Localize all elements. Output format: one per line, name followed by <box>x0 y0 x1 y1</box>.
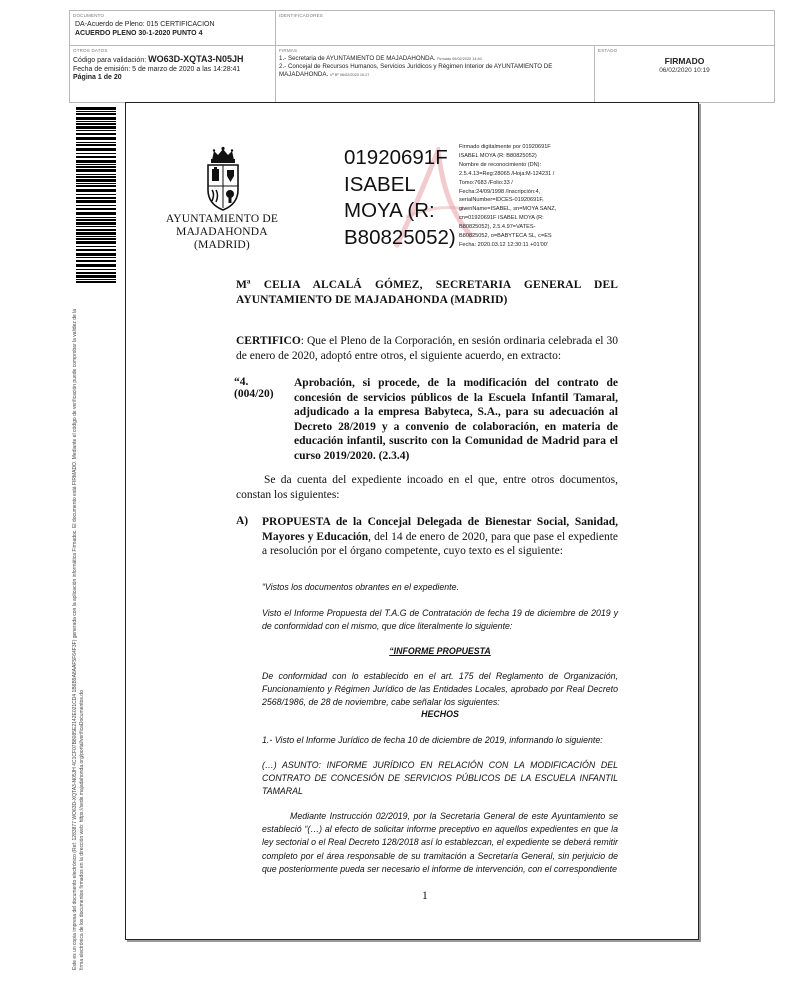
agenda-item-title: Aprobación, si procede, de la modificación del contrato de concesión de servicios públicos de la Escuela Infantil Tamaral, adjudicado a la empresa Babyteca, S.A., para su adecuación al Decreto 28/2019 y a convenio de colaboración, en materia de educación infantil, suscrito con la Comunidad de Madrid para el curso 2019/2020. (2.3.4) <box>294 377 618 462</box>
barcode-stripe <box>76 246 116 247</box>
documento-line1: DA-Acuerdo de Pleno: 015 CERTIFICACION <box>75 21 215 28</box>
barcode-stripe <box>76 208 116 210</box>
barcode-stripe <box>76 183 116 184</box>
firma-2 <box>279 63 591 79</box>
barcode-stripe <box>76 130 116 131</box>
barcode-stripe <box>76 164 116 165</box>
sig-detail-line: Tomo:7683 /Folio:33 / <box>459 179 513 186</box>
barcode-stripe <box>76 156 116 158</box>
barcode-stripe <box>76 174 116 175</box>
section-a-rest: , del 14 de enero de 2020, para que pase el expediente a resolución por el órgano competente, cuyo texto es el siguiente: <box>262 530 619 558</box>
barcode-stripe <box>76 249 116 251</box>
signer-line-4: B80825052) <box>344 225 456 249</box>
barcode-stripe <box>76 113 116 115</box>
estado-cell <box>595 46 774 102</box>
signer-line-1: 01920691F <box>344 146 448 169</box>
codigo-prefix: Código para validación: <box>73 57 147 64</box>
hecho-1-paragraph: 1.- Visto el Informe Jurídico de fecha 10 de diciembre de 2019, informando lo siguiente: <box>262 735 603 745</box>
barcode-stripe <box>76 126 116 129</box>
barcode-stripe <box>76 142 116 143</box>
municipality-letterhead <box>156 213 288 252</box>
letterhead-line3: (MADRID) <box>194 239 250 251</box>
sig-detail-line: Nombre de reconocimiento (DN): <box>459 161 542 168</box>
page-number: 1 <box>422 890 428 902</box>
sig-detail-line: B80825052, o=BABYTECA SL, c=ES <box>459 233 552 240</box>
barcode-stripe <box>76 217 116 218</box>
barcode-stripe <box>76 133 116 135</box>
barcode-stripe <box>76 153 116 154</box>
otros-datos-label: OTROS DATOS <box>73 48 108 53</box>
barcode-stripe <box>76 160 116 163</box>
sig-detail-line: cn=01920691F ISABEL MOYA (R: <box>459 215 544 222</box>
identificadores-cell <box>276 11 774 45</box>
barcode-stripe <box>76 107 116 110</box>
barcode-stripe <box>76 238 116 240</box>
barcode-stripe <box>76 194 116 195</box>
firma-2-text: 2.- Concejal de Recursos Humanos, Servicios Jurídicos y Régimen Interior de AYUNTAMIENTO DE MAJADAHONDA. <box>279 63 553 78</box>
firma-1-date: Firmado 06/02/2020 14:40 <box>437 57 482 61</box>
barcode-stripe <box>76 212 116 215</box>
barcode-stripe <box>76 281 116 283</box>
letterhead-line2: MAJADAHONDA <box>176 226 268 238</box>
barcode-stripe <box>76 197 116 199</box>
estado-label: ESTADO <box>598 48 618 53</box>
barcode-stripe <box>76 117 116 120</box>
barcode-stripe <box>76 144 116 146</box>
informe-propuesta-title: “INFORME PROPUESTA <box>389 646 491 656</box>
firma-1-text: 1.- Secretaria de AYUNTAMIENTO DE MAJADAHONDA. <box>279 55 436 62</box>
firmas-cell <box>276 46 595 102</box>
otros-datos-cell <box>70 46 276 102</box>
barcode-stripe <box>76 264 116 267</box>
letterhead-line1: AYUNTAMIENTO DE <box>165 213 279 225</box>
barcode-stripe <box>76 236 116 237</box>
signer-line-2: ISABEL <box>344 172 416 196</box>
documento-label: DOCUMENTO <box>73 13 105 18</box>
barcode-stripe <box>76 166 116 168</box>
sig-detail-line: ISABEL MOYA (R: B80825052) <box>459 152 537 159</box>
barcode-stripe <box>76 179 116 182</box>
verification-side-note: Este es un copia impresa del documento electrónico (Ref: 1283877 WO63D-XQTA3-N05JH 4C1CF07B8085E2142E021CD4 1B6B9A8AAF5F64F3F) generada con la aplicación informática Firmadoc. El documento está FIRMADO. Mediante el código de verificación puede comprobar la validez de la firma electrónica de los documentos firmados en la dirección web: https://sede.majadahonda.org/portal/verificaDocumentos.do <box>72 308 85 970</box>
barcode-stripe <box>76 123 116 125</box>
certifico-text: : Que el Pleno de la Corporación, en sesión ordinaria celebrada el 30 de enero de 2020, adoptó entre otros, el siguiente acuerdo, en extracto: <box>236 335 618 362</box>
barcode-stripe <box>76 176 116 178</box>
barcode-stripe <box>76 222 116 225</box>
sig-detail-line: serialNumber=IDCES-01920691F, <box>459 197 544 204</box>
se-da-cuenta-paragraph: Se da cuenta del expediente incoado en el que, entre otros documentos, constan los siguientes: <box>236 474 618 501</box>
estado-value: FIRMADO <box>664 56 705 66</box>
vistos-paragraph: “Vistos los documentos obrantes en el expediente. <box>262 582 459 592</box>
codigo-validacion <box>73 55 272 66</box>
barcode-stripe <box>76 272 116 274</box>
sig-detail-line: Fecha:24/09/1998 /Inscripción:4, <box>459 188 541 195</box>
agenda-item-number: “4.(004/20) <box>234 376 274 400</box>
sig-detail-line: Fecha: 2020.03.12 12:30:11 +01'00' <box>459 241 548 248</box>
section-a-bold: PROPUESTA de la Concejal Delegada de Bienestar Social, Sanidad, Mayores y Educación <box>262 516 618 543</box>
barcode-stripe <box>76 241 116 244</box>
secretary-heading: Mª CELIA ALCALÁ GÓMEZ, SECRETARIA GENERAL DEL AYUNTAMIENTO DE MAJADAHONDA (MADRID) <box>236 279 618 306</box>
barcode-stripe <box>76 219 116 221</box>
pagina-indicator: Página 1 de 20 <box>73 74 122 81</box>
barcode-stripe <box>76 232 116 235</box>
barcode-stripe <box>76 279 116 280</box>
barcode-stripe <box>76 121 116 122</box>
documento-line2: ACUERDO PLENO 30-1-2020 PUNTO 4 <box>75 30 203 37</box>
document-metadata-header <box>69 10 775 103</box>
barcode-stripe <box>76 229 116 231</box>
sig-detail-line: Firmado digitalmente por 01920691F <box>459 144 551 150</box>
coat-of-arms-icon <box>203 146 243 212</box>
barcode-stripe <box>76 148 116 151</box>
barcode-stripe <box>76 185 116 187</box>
barcode-stripe <box>76 275 116 278</box>
barcode-stripe <box>76 189 116 192</box>
asunto-paragraph: (…) ASUNTO: INFORME JURÍDICO EN RELACIÓN CON LA MODIFICACIÓN DEL CONTRATO DE CONCESIÓN DE SERVICIOS PÚBLICOS DE LA ESCUELA INFANTIL TAMARAL <box>262 760 618 797</box>
sig-detail-line: 2.5.4.13=Reg:28065 /Hoja:M-124231 / <box>459 170 555 177</box>
verification-barcode <box>76 107 116 287</box>
visto-informe-paragraph: Visto el Informe Propuesta del T.A.G de Contratación de fecha 19 de diciembre de 2019 y de conformidad con el mismo, que dice literalmente lo siguiente: <box>262 608 618 632</box>
documento-cell <box>70 11 276 45</box>
barcode-stripe <box>76 257 116 258</box>
fecha-emision: Fecha de emisión: 5 de marzo de 2020 a las 14:28:41 <box>73 65 241 73</box>
barcode-stripe <box>76 200 116 203</box>
document-page <box>125 102 699 940</box>
mediante-paragraph: Mediante Instrucción 02/2019, por la Secretaria General de este Ayuntamiento se estableció “(…) al efecto de solicitar informe preceptivo en aquellos expedientes en que la ley sectorial o el Real Decreto 128/2018 así lo establezcan, el expediente se deberá remitir completo por el área responsable de su tramitación a Secretaría General, sin perjuicio de que posteriormente pueda ser necesario el informe de intervención, con el correspondiente <box>262 811 618 874</box>
signature-details <box>459 143 609 250</box>
barcode-stripe <box>76 137 116 140</box>
barcode-stripe <box>76 260 116 262</box>
barcode-stripe <box>76 205 116 206</box>
firma-1 <box>279 55 591 63</box>
barcode-stripe <box>76 169 116 172</box>
barcode-stripe <box>76 111 116 112</box>
certifico-label: CERTIFICO <box>236 335 301 347</box>
signature-signer-name <box>344 145 462 251</box>
section-a-text <box>262 515 618 559</box>
barcode-stripe <box>76 269 116 270</box>
identificadores-label: IDENTIFICADORES <box>279 13 324 18</box>
estado-date: 06/02/2020 10:19 <box>659 67 710 74</box>
barcode-stripe <box>76 226 116 227</box>
firmas-label: FIRMAS <box>279 48 298 53</box>
hechos-heading: HECHOS <box>421 709 459 719</box>
sig-detail-line: givenName=ISABEL, sn=MOYA SANZ, <box>459 206 557 213</box>
firma-2-date: Vº Bº 06/02/2020 10:27 <box>329 73 370 77</box>
conformidad-paragraph: De conformidad con lo establecido en el art. 175 del Reglamento de Organización, Funcionamiento y Régimen Jurídico de las Entidades Locales, aprobado por Real Decreto 2568/1986, de 28 de noviembre, cabe señalar los siguientes: <box>262 671 618 708</box>
certifico-paragraph <box>236 334 618 363</box>
codigo-value[interactable]: WO63D-XQTA3-N05JH <box>148 54 244 64</box>
section-a-letter: A) <box>236 515 249 527</box>
barcode-stripe <box>76 253 116 256</box>
signer-line-3: MOYA (R: <box>344 199 435 222</box>
sig-detail-line: B80825052), 2.5.4.97=VATES- <box>459 224 536 231</box>
